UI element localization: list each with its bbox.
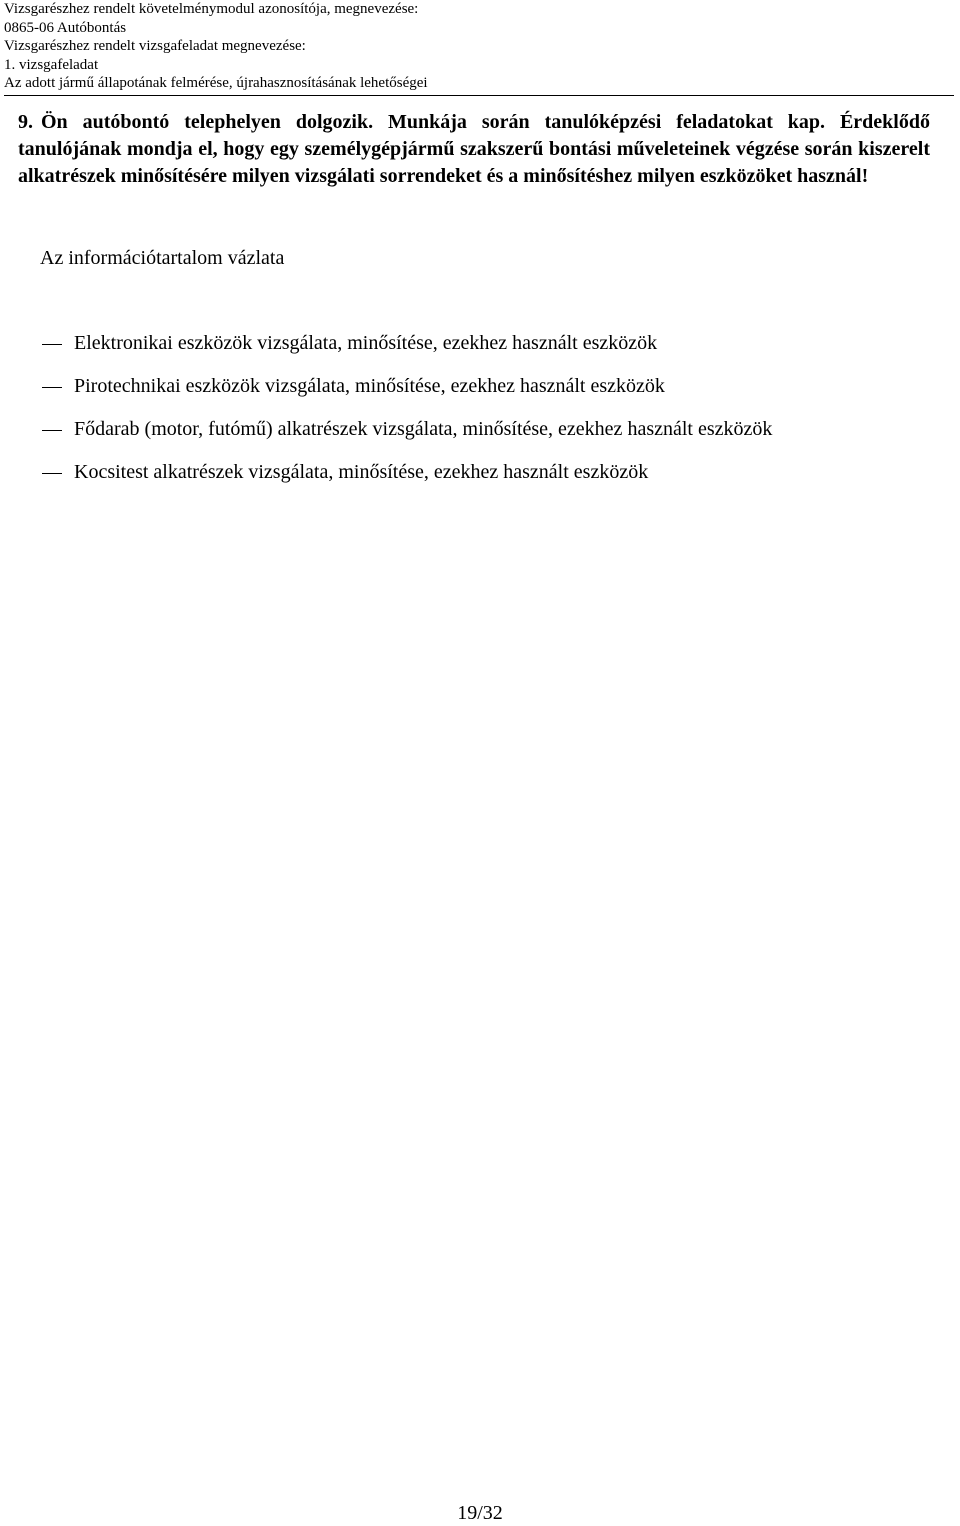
- page-header: [4, 0, 954, 96]
- list-item: [40, 416, 772, 459]
- header-module-label: Vizsgarészhez rendelt követelménymodul azonosítója, megnevezése:: [4, 1, 419, 17]
- dash-bullet-icon: [42, 344, 62, 345]
- list-item: [40, 330, 772, 373]
- list-item: [40, 459, 772, 502]
- task-text: Ön autóbontó telephelyen dolgozik. Munkája során tanulóképzési feladatokat kap. Érdeklődő tanulójának mondja el, hogy egy személygépjármű szakszerű bontási műveleteinek végzése során kiszerelt alkatrészek minősítésére milyen vizsgálati sorrendeket és a minősítéshez milyen eszközöket használ!: [18, 111, 930, 187]
- dash-bullet-icon: [42, 473, 62, 474]
- outline-list: [40, 330, 772, 502]
- list-item-text: Fődarab (motor, futómű) alkatrészek vizsgálata, minősítése, ezekhez használt eszközök: [74, 418, 773, 440]
- header-task-label: Vizsgarészhez rendelt vizsgafeladat megnevezése:: [4, 38, 306, 55]
- list-item: [40, 373, 772, 416]
- task-number: 9.: [18, 111, 33, 133]
- list-item-text: Kocsitest alkatrészek vizsgálata, minősítése, ezekhez használt eszközök: [74, 461, 649, 483]
- header-module-value: 0865-06 Autóbontás: [4, 19, 127, 36]
- dash-bullet-icon: [42, 387, 62, 388]
- dash-bullet-icon: [42, 430, 62, 431]
- header-task-number: 1. vizsgafeladat: [4, 56, 99, 73]
- list-item-text: Elektronikai eszközök vizsgálata, minősítése, ezekhez használt eszközök: [74, 332, 658, 354]
- list-item-text: Pirotechnikai eszközök vizsgálata, minősítése, ezekhez használt eszközök: [74, 375, 665, 397]
- page-number: 19/32: [457, 1502, 503, 1524]
- task-question: [18, 109, 930, 190]
- outline-heading: Az információtartalom vázlata: [40, 247, 285, 269]
- header-task-title: Az adott jármű állapotának felmérése, újrahasznosításának lehetőségei: [4, 75, 428, 92]
